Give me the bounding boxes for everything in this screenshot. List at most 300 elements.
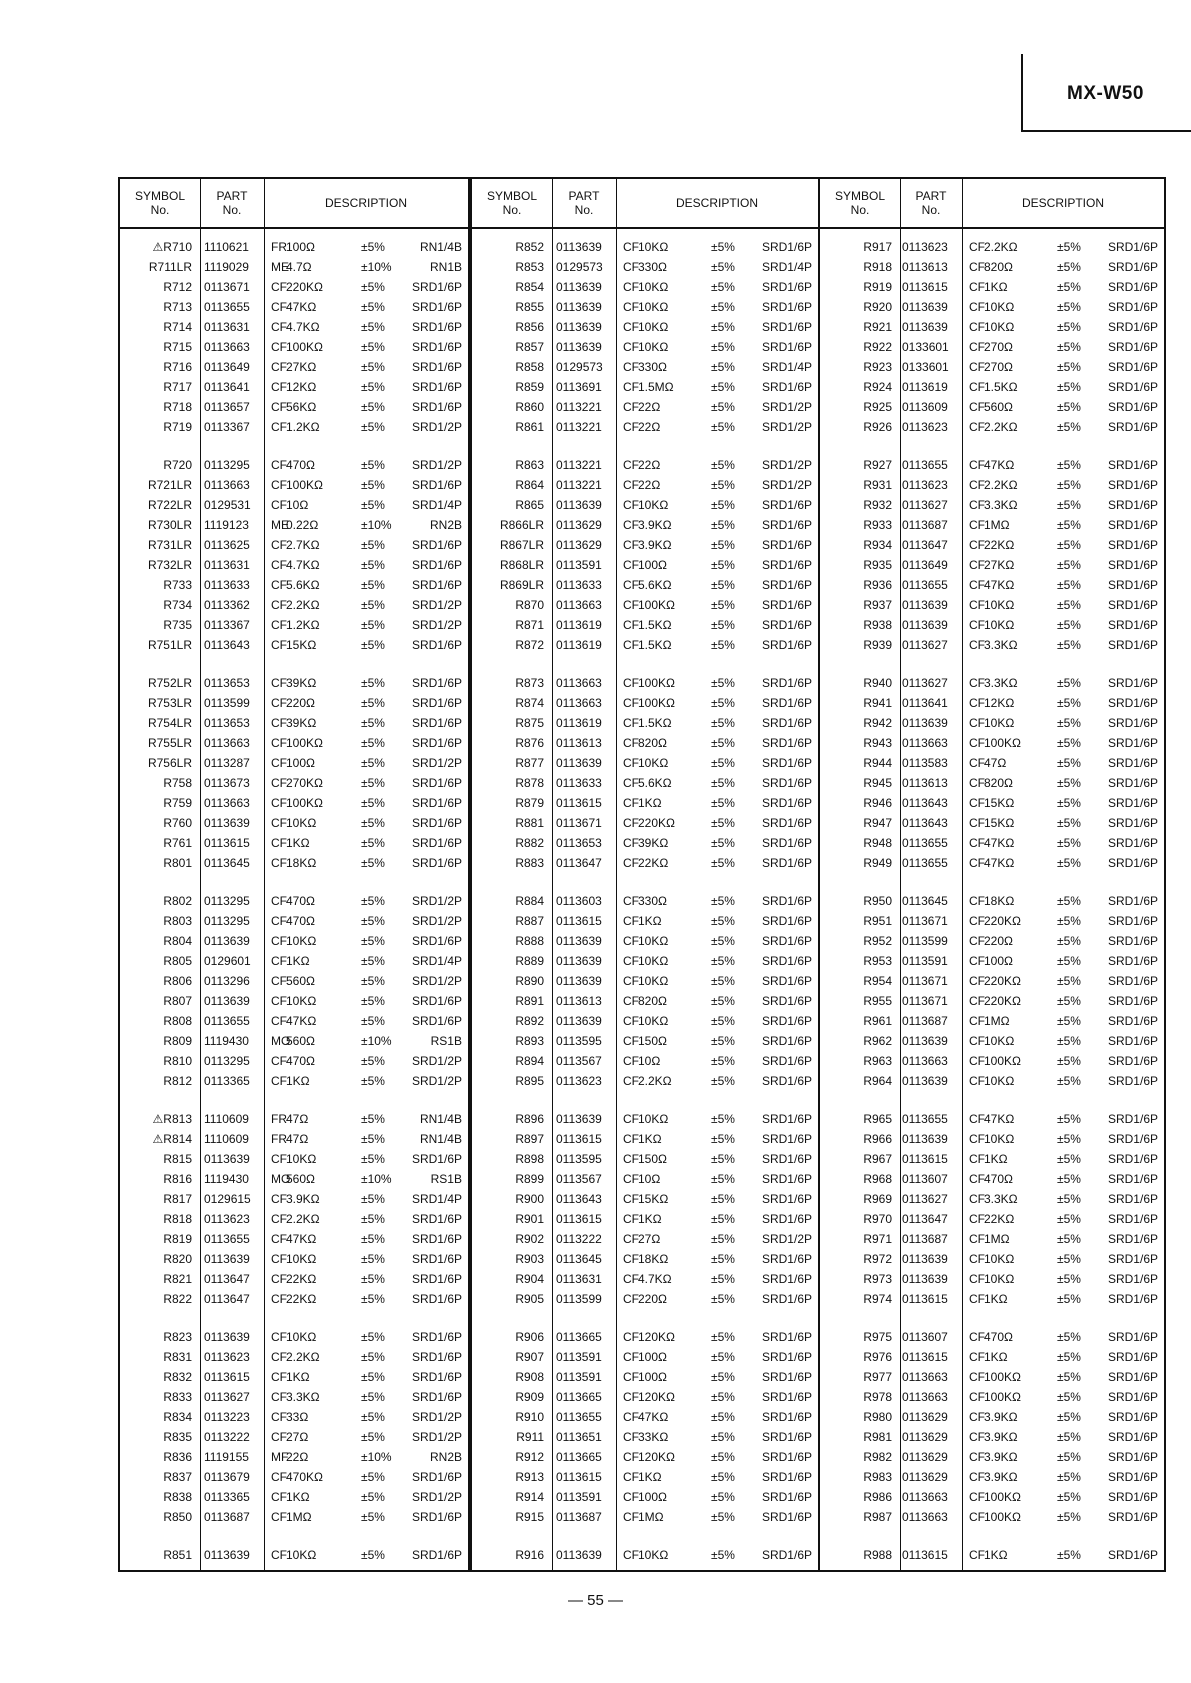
type-code: CF — [271, 458, 287, 472]
rating: SRD1/2P — [761, 1232, 812, 1246]
part-no: 0113639 — [902, 1034, 948, 1048]
type-code: CF — [623, 954, 639, 968]
part-no: 0113583 — [902, 756, 948, 770]
part-no: 0113639 — [902, 716, 948, 730]
tolerance: ±5% — [711, 1112, 735, 1126]
tolerance: ±5% — [1057, 1390, 1081, 1404]
resistance-value: 100KΩ — [984, 1490, 1021, 1504]
type-code: CF — [623, 1152, 639, 1166]
table-row — [120, 417, 468, 437]
part-no: 0113687 — [204, 1510, 250, 1524]
part-no: 0113633 — [556, 578, 602, 592]
type-code: ME — [271, 518, 289, 532]
part-no: 0113615 — [204, 836, 250, 850]
symbol-no: R909 — [515, 1390, 544, 1404]
table-row — [472, 1467, 818, 1487]
table-row — [472, 753, 818, 773]
rating: RS1B — [430, 1034, 462, 1048]
tolerance: ±5% — [1057, 300, 1081, 314]
table-row — [120, 1289, 468, 1309]
group-spacer — [120, 1309, 468, 1327]
rating: SRD1/6P — [761, 1450, 812, 1464]
type-code: CF — [969, 1034, 985, 1048]
resistance-value: 330Ω — [638, 360, 667, 374]
rating: SRD1/6P — [761, 280, 812, 294]
rating: SRD1/6P — [411, 736, 462, 750]
rating: SRD1/6P — [761, 1410, 812, 1424]
tolerance: ±5% — [1057, 260, 1081, 274]
type-code: CF — [271, 1548, 287, 1562]
rating: SRD1/6P — [1107, 1430, 1158, 1444]
tolerance: ±5% — [1057, 1410, 1081, 1424]
type-code: CF — [271, 796, 287, 810]
rating: SRD1/6P — [411, 696, 462, 710]
type-code: CF — [623, 1172, 639, 1186]
tolerance: ±5% — [711, 340, 735, 354]
table-row — [472, 237, 818, 257]
resistance-value: 10KΩ — [286, 1548, 317, 1562]
rating: SRD1/2P — [761, 458, 812, 472]
table-row — [472, 1051, 818, 1071]
symbol-no: R713 — [163, 300, 192, 314]
part-no: 0113639 — [902, 320, 948, 334]
part-no: 0113599 — [902, 934, 948, 948]
part-no: 0113649 — [204, 360, 250, 374]
resistance-value: 47KΩ — [984, 458, 1015, 472]
type-code: CF — [969, 1510, 985, 1524]
rating: SRD1/6P — [761, 1252, 812, 1266]
header-description: DESCRIPTION — [324, 196, 407, 210]
part-no: 0113647 — [902, 1212, 948, 1226]
part-no: 0113665 — [556, 1330, 602, 1344]
type-code: CF — [271, 1410, 287, 1424]
symbol-no: R857 — [515, 340, 544, 354]
rating: SRD1/6P — [761, 1014, 812, 1028]
type-code: MO — [271, 1034, 291, 1048]
table-row — [472, 1189, 818, 1209]
tolerance: ±5% — [361, 836, 385, 850]
tolerance: ±5% — [361, 934, 385, 948]
table-row — [472, 317, 818, 337]
table-row — [820, 277, 1164, 297]
part-no: 0113643 — [902, 796, 948, 810]
resistance-value: 47KΩ — [286, 1014, 317, 1028]
type-code: CF — [271, 1350, 287, 1364]
tolerance: ±5% — [1057, 1252, 1081, 1266]
symbol-no: R870 — [515, 598, 544, 612]
tolerance: ±5% — [711, 1232, 735, 1246]
table-row — [820, 1209, 1164, 1229]
type-code: CF — [623, 994, 639, 1008]
rating: SRD1/6P — [1107, 1014, 1158, 1028]
symbol-no: R716 — [163, 360, 192, 374]
part-no: 1110609 — [204, 1112, 249, 1126]
table-row — [120, 1149, 468, 1169]
rating: SRD1/4P — [761, 260, 812, 274]
table-row — [472, 1011, 818, 1031]
resistance-value: 270Ω — [984, 360, 1013, 374]
resistance-value: 470Ω — [286, 1054, 315, 1068]
table-row — [472, 575, 818, 595]
tolerance: ±5% — [361, 1152, 385, 1166]
part-no: 0113222 — [204, 1430, 250, 1444]
tolerance: ±5% — [711, 856, 735, 870]
table-row — [472, 595, 818, 615]
resistance-value: 56KΩ — [286, 400, 317, 414]
symbol-no: R898 — [515, 1152, 544, 1166]
table-body — [120, 237, 468, 1565]
part-no: 0113607 — [902, 1172, 948, 1186]
part-no: 0113629 — [902, 1470, 948, 1484]
table-row — [120, 337, 468, 357]
table-row — [120, 1367, 468, 1387]
type-code: CF — [969, 538, 985, 552]
table-row — [820, 575, 1164, 595]
resistance-value: 100Ω — [286, 240, 315, 254]
table-row — [820, 635, 1164, 655]
table-row — [820, 257, 1164, 277]
part-no: 0113629 — [902, 1450, 948, 1464]
type-code: CF — [969, 260, 985, 274]
rating: SRD1/4P — [761, 360, 812, 374]
part-no: 0113671 — [902, 974, 948, 988]
type-code: CF — [271, 1014, 287, 1028]
rating: SRD1/4P — [411, 498, 462, 512]
rating: SRD1/6P — [411, 638, 462, 652]
table-row — [820, 337, 1164, 357]
type-code: CF — [623, 260, 639, 274]
rating: SRD1/2P — [411, 1490, 462, 1504]
tolerance: ±5% — [1057, 1350, 1081, 1364]
resistance-value: 1KΩ — [286, 1074, 310, 1088]
part-no: 0113615 — [556, 1212, 602, 1226]
tolerance: ±5% — [1057, 954, 1081, 968]
resistance-value: 5.6KΩ — [638, 578, 672, 592]
symbol-no: R833 — [163, 1390, 192, 1404]
type-code: CF — [969, 1490, 985, 1504]
tolerance: ±5% — [1057, 914, 1081, 928]
type-code: CF — [969, 638, 985, 652]
symbol-no: R823 — [163, 1330, 192, 1344]
rating: SRD1/6P — [1107, 380, 1158, 394]
resistance-value: 10KΩ — [984, 1034, 1015, 1048]
symbol-no: R820 — [163, 1252, 192, 1266]
type-code: CF — [969, 400, 985, 414]
rating: SRD1/6P — [1107, 1112, 1158, 1126]
rating: SRD1/6P — [761, 498, 812, 512]
part-no: 0113295 — [204, 1054, 250, 1068]
rating: SRD1/6P — [1107, 1232, 1158, 1246]
type-code: CF — [623, 1112, 639, 1126]
table-row — [120, 1109, 468, 1129]
tolerance: ±5% — [361, 894, 385, 908]
type-code: CF — [271, 280, 287, 294]
table-row — [120, 891, 468, 911]
part-no: 0113623 — [902, 478, 948, 492]
type-code: CF — [969, 1330, 985, 1344]
part-no: 0113623 — [204, 1212, 250, 1226]
part-no: 0113663 — [556, 696, 602, 710]
table-row — [820, 1327, 1164, 1347]
part-no: 0113615 — [556, 914, 602, 928]
part-no: 0113671 — [204, 280, 250, 294]
symbol-no: R730LR — [147, 518, 192, 532]
tolerance: ±5% — [711, 1252, 735, 1266]
part-no: 0113367 — [204, 618, 250, 632]
part-no: 0113639 — [204, 1252, 250, 1266]
resistance-value: 1KΩ — [638, 1132, 662, 1146]
type-code: CF — [271, 558, 287, 572]
part-no: 0129531 — [204, 498, 251, 512]
resistance-value: 47KΩ — [286, 300, 317, 314]
tolerance: ±5% — [1057, 1132, 1081, 1146]
header-part: PART No. — [915, 189, 947, 217]
symbol-no: R889 — [515, 954, 544, 968]
type-code: CF — [271, 300, 287, 314]
symbol-no: R856 — [515, 320, 544, 334]
table-row — [120, 853, 468, 873]
type-code: CF — [623, 578, 639, 592]
table-row — [120, 1427, 468, 1447]
resistance-value: 10KΩ — [984, 1272, 1015, 1286]
table-row — [820, 693, 1164, 713]
resistance-value: 22Ω — [638, 458, 661, 472]
symbol-no: R720 — [163, 458, 192, 472]
table-header — [472, 179, 818, 229]
symbol-no: R853 — [515, 260, 544, 274]
rating: SRD1/6P — [1107, 538, 1158, 552]
rating: SRD1/6P — [411, 856, 462, 870]
resistance-value: 10Ω — [638, 1172, 661, 1186]
rating: SRD1/6P — [411, 1548, 462, 1562]
type-code: CF — [969, 756, 985, 770]
type-code: CF — [969, 934, 985, 948]
table-row — [120, 931, 468, 951]
resistance-value: 100Ω — [984, 954, 1013, 968]
part-no: 0113639 — [556, 340, 602, 354]
rating: SRD1/6P — [1107, 894, 1158, 908]
tolerance: ±5% — [711, 1430, 735, 1444]
rating: SRD1/6P — [411, 1292, 462, 1306]
rating: SRD1/6P — [761, 1212, 812, 1226]
part-no: 0113591 — [556, 558, 602, 572]
part-no: 0113653 — [204, 676, 250, 690]
table-row — [472, 891, 818, 911]
part-no: 0113655 — [902, 1112, 948, 1126]
tolerance: ±5% — [1057, 1272, 1081, 1286]
group-spacer — [120, 1091, 468, 1109]
tolerance: ±10% — [361, 1034, 392, 1048]
rating: RN2B — [429, 518, 462, 532]
table-row — [472, 455, 818, 475]
symbol-no: R935 — [863, 558, 892, 572]
resistance-value: 820Ω — [638, 736, 667, 750]
tolerance: ±5% — [1057, 696, 1081, 710]
type-code: CF — [623, 538, 639, 552]
table-row — [820, 1427, 1164, 1447]
tolerance: ±5% — [361, 1510, 385, 1524]
table-row — [820, 357, 1164, 377]
resistance-value: 15KΩ — [984, 796, 1015, 810]
type-code: CF — [969, 300, 985, 314]
type-code: CF — [969, 1470, 985, 1484]
type-code: CF — [271, 1330, 287, 1344]
group-spacer — [820, 655, 1164, 673]
table-row — [820, 951, 1164, 971]
part-no: 0113221 — [556, 420, 602, 434]
symbol-no: R822 — [163, 1292, 192, 1306]
type-code: CF — [969, 1350, 985, 1364]
type-code: CF — [969, 894, 985, 908]
resistance-value: 1MΩ — [638, 1510, 664, 1524]
rating: SRD1/6P — [1107, 954, 1158, 968]
part-no: 0113222 — [556, 1232, 602, 1246]
rating: SRD1/6P — [1107, 280, 1158, 294]
resistance-value: 10KΩ — [984, 1074, 1015, 1088]
rating: RN1B — [429, 260, 462, 274]
tolerance: ±5% — [361, 578, 385, 592]
resistance-value: 22Ω — [638, 478, 661, 492]
tolerance: ±5% — [1057, 478, 1081, 492]
symbol-no: R756LR — [147, 756, 192, 770]
type-code: CF — [969, 320, 985, 334]
rating: SRD1/6P — [411, 1470, 462, 1484]
tolerance: ±5% — [711, 676, 735, 690]
rating: SRD1/6P — [761, 856, 812, 870]
rating: SRD1/6P — [1107, 1034, 1158, 1048]
symbol-no: R952 — [863, 934, 892, 948]
resistance-value: 270KΩ — [286, 776, 323, 790]
symbol-no: R754LR — [147, 716, 192, 730]
rating: RN1/4B — [419, 1132, 462, 1146]
tolerance: ±5% — [361, 1330, 385, 1344]
resistance-value: 470Ω — [286, 458, 315, 472]
tolerance: ±5% — [1057, 1450, 1081, 1464]
resistance-value: 18KΩ — [286, 856, 317, 870]
type-code: CF — [271, 360, 287, 374]
rating: SRD1/6P — [761, 736, 812, 750]
symbol-no: R874 — [515, 696, 544, 710]
resistance-value: 1KΩ — [984, 1292, 1008, 1306]
table-row — [120, 575, 468, 595]
rating: SRD1/6P — [761, 994, 812, 1008]
table-row — [472, 951, 818, 971]
rating: SRD1/6P — [761, 1430, 812, 1444]
tolerance: ±5% — [711, 1490, 735, 1504]
type-code: CF — [271, 1510, 287, 1524]
rating: SRD1/6P — [761, 558, 812, 572]
type-code: CF — [271, 716, 287, 730]
part-no: 0113647 — [902, 538, 948, 552]
resistance-value: 10KΩ — [984, 1252, 1015, 1266]
tolerance: ±5% — [1057, 1074, 1081, 1088]
symbol-no: R712 — [163, 280, 192, 294]
symbol-no: R975 — [863, 1330, 892, 1344]
table-row — [820, 1347, 1164, 1367]
resistance-value: 470Ω — [984, 1172, 1013, 1186]
rating: SRD1/6P — [761, 696, 812, 710]
tolerance: ±5% — [361, 420, 385, 434]
symbol-no: R963 — [863, 1054, 892, 1068]
rating: SRD1/6P — [761, 836, 812, 850]
rating: SRD1/2P — [411, 1054, 462, 1068]
type-code: CF — [969, 1292, 985, 1306]
type-code: CF — [623, 1292, 639, 1306]
type-code: CF — [623, 1252, 639, 1266]
resistance-value: 22KΩ — [984, 1212, 1015, 1226]
part-no: 0113645 — [556, 1252, 602, 1266]
table-row — [820, 1109, 1164, 1129]
symbol-no: R977 — [863, 1370, 892, 1384]
symbol-no: R897 — [515, 1132, 544, 1146]
type-code: CF — [623, 1192, 639, 1206]
table-row — [120, 1269, 468, 1289]
rating: SRD1/2P — [411, 420, 462, 434]
symbol-no: R949 — [863, 856, 892, 870]
group-spacer — [472, 437, 818, 455]
type-code: CF — [969, 736, 985, 750]
symbol-no: R810 — [163, 1054, 192, 1068]
symbol-no: R837 — [163, 1470, 192, 1484]
table-row — [120, 1031, 468, 1051]
tolerance: ±5% — [711, 1034, 735, 1048]
table-row — [472, 793, 818, 813]
rating: SRD1/6P — [761, 716, 812, 730]
part-no: 0129573 — [556, 260, 603, 274]
type-code: CF — [623, 696, 639, 710]
symbol-no: R976 — [863, 1350, 892, 1364]
type-code: CF — [969, 1074, 985, 1088]
tolerance: ±5% — [711, 816, 735, 830]
table-row — [120, 1189, 468, 1209]
tolerance: ±5% — [711, 756, 735, 770]
tolerance: ±5% — [1057, 340, 1081, 354]
tolerance: ±5% — [1057, 1232, 1081, 1246]
tolerance: ±5% — [361, 638, 385, 652]
table-row — [472, 1507, 818, 1527]
resistance-value: 100KΩ — [638, 676, 675, 690]
resistance-value: 270Ω — [984, 340, 1013, 354]
part-no: 0113365 — [204, 1074, 250, 1088]
rating: SRD1/6P — [1107, 1350, 1158, 1364]
rating: SRD1/6P — [1107, 914, 1158, 928]
type-code: CF — [271, 894, 287, 908]
table-row — [472, 475, 818, 495]
type-code: CF — [271, 1152, 287, 1166]
rating: SRD1/2P — [411, 1430, 462, 1444]
symbol-no: R879 — [515, 796, 544, 810]
rating: SRD1/6P — [411, 1272, 462, 1286]
symbol-no: R854 — [515, 280, 544, 294]
tolerance: ±5% — [711, 914, 735, 928]
symbol-no: R807 — [163, 994, 192, 1008]
rating: SRD1/6P — [411, 1330, 462, 1344]
type-code: CF — [623, 1350, 639, 1364]
table-row — [820, 455, 1164, 475]
rating: SRD1/6P — [1107, 934, 1158, 948]
type-code: CF — [623, 1132, 639, 1146]
part-no: 0113655 — [204, 300, 250, 314]
table-row — [820, 1249, 1164, 1269]
resistance-value: 10KΩ — [286, 1252, 317, 1266]
table-row — [820, 1545, 1164, 1565]
symbol-no: R752LR — [147, 676, 192, 690]
rating: SRD1/6P — [411, 1152, 462, 1166]
rating: SRD1/6P — [1107, 796, 1158, 810]
type-code: CF — [623, 1074, 639, 1088]
type-code: CF — [271, 1212, 287, 1226]
resistance-value: 10KΩ — [638, 320, 669, 334]
